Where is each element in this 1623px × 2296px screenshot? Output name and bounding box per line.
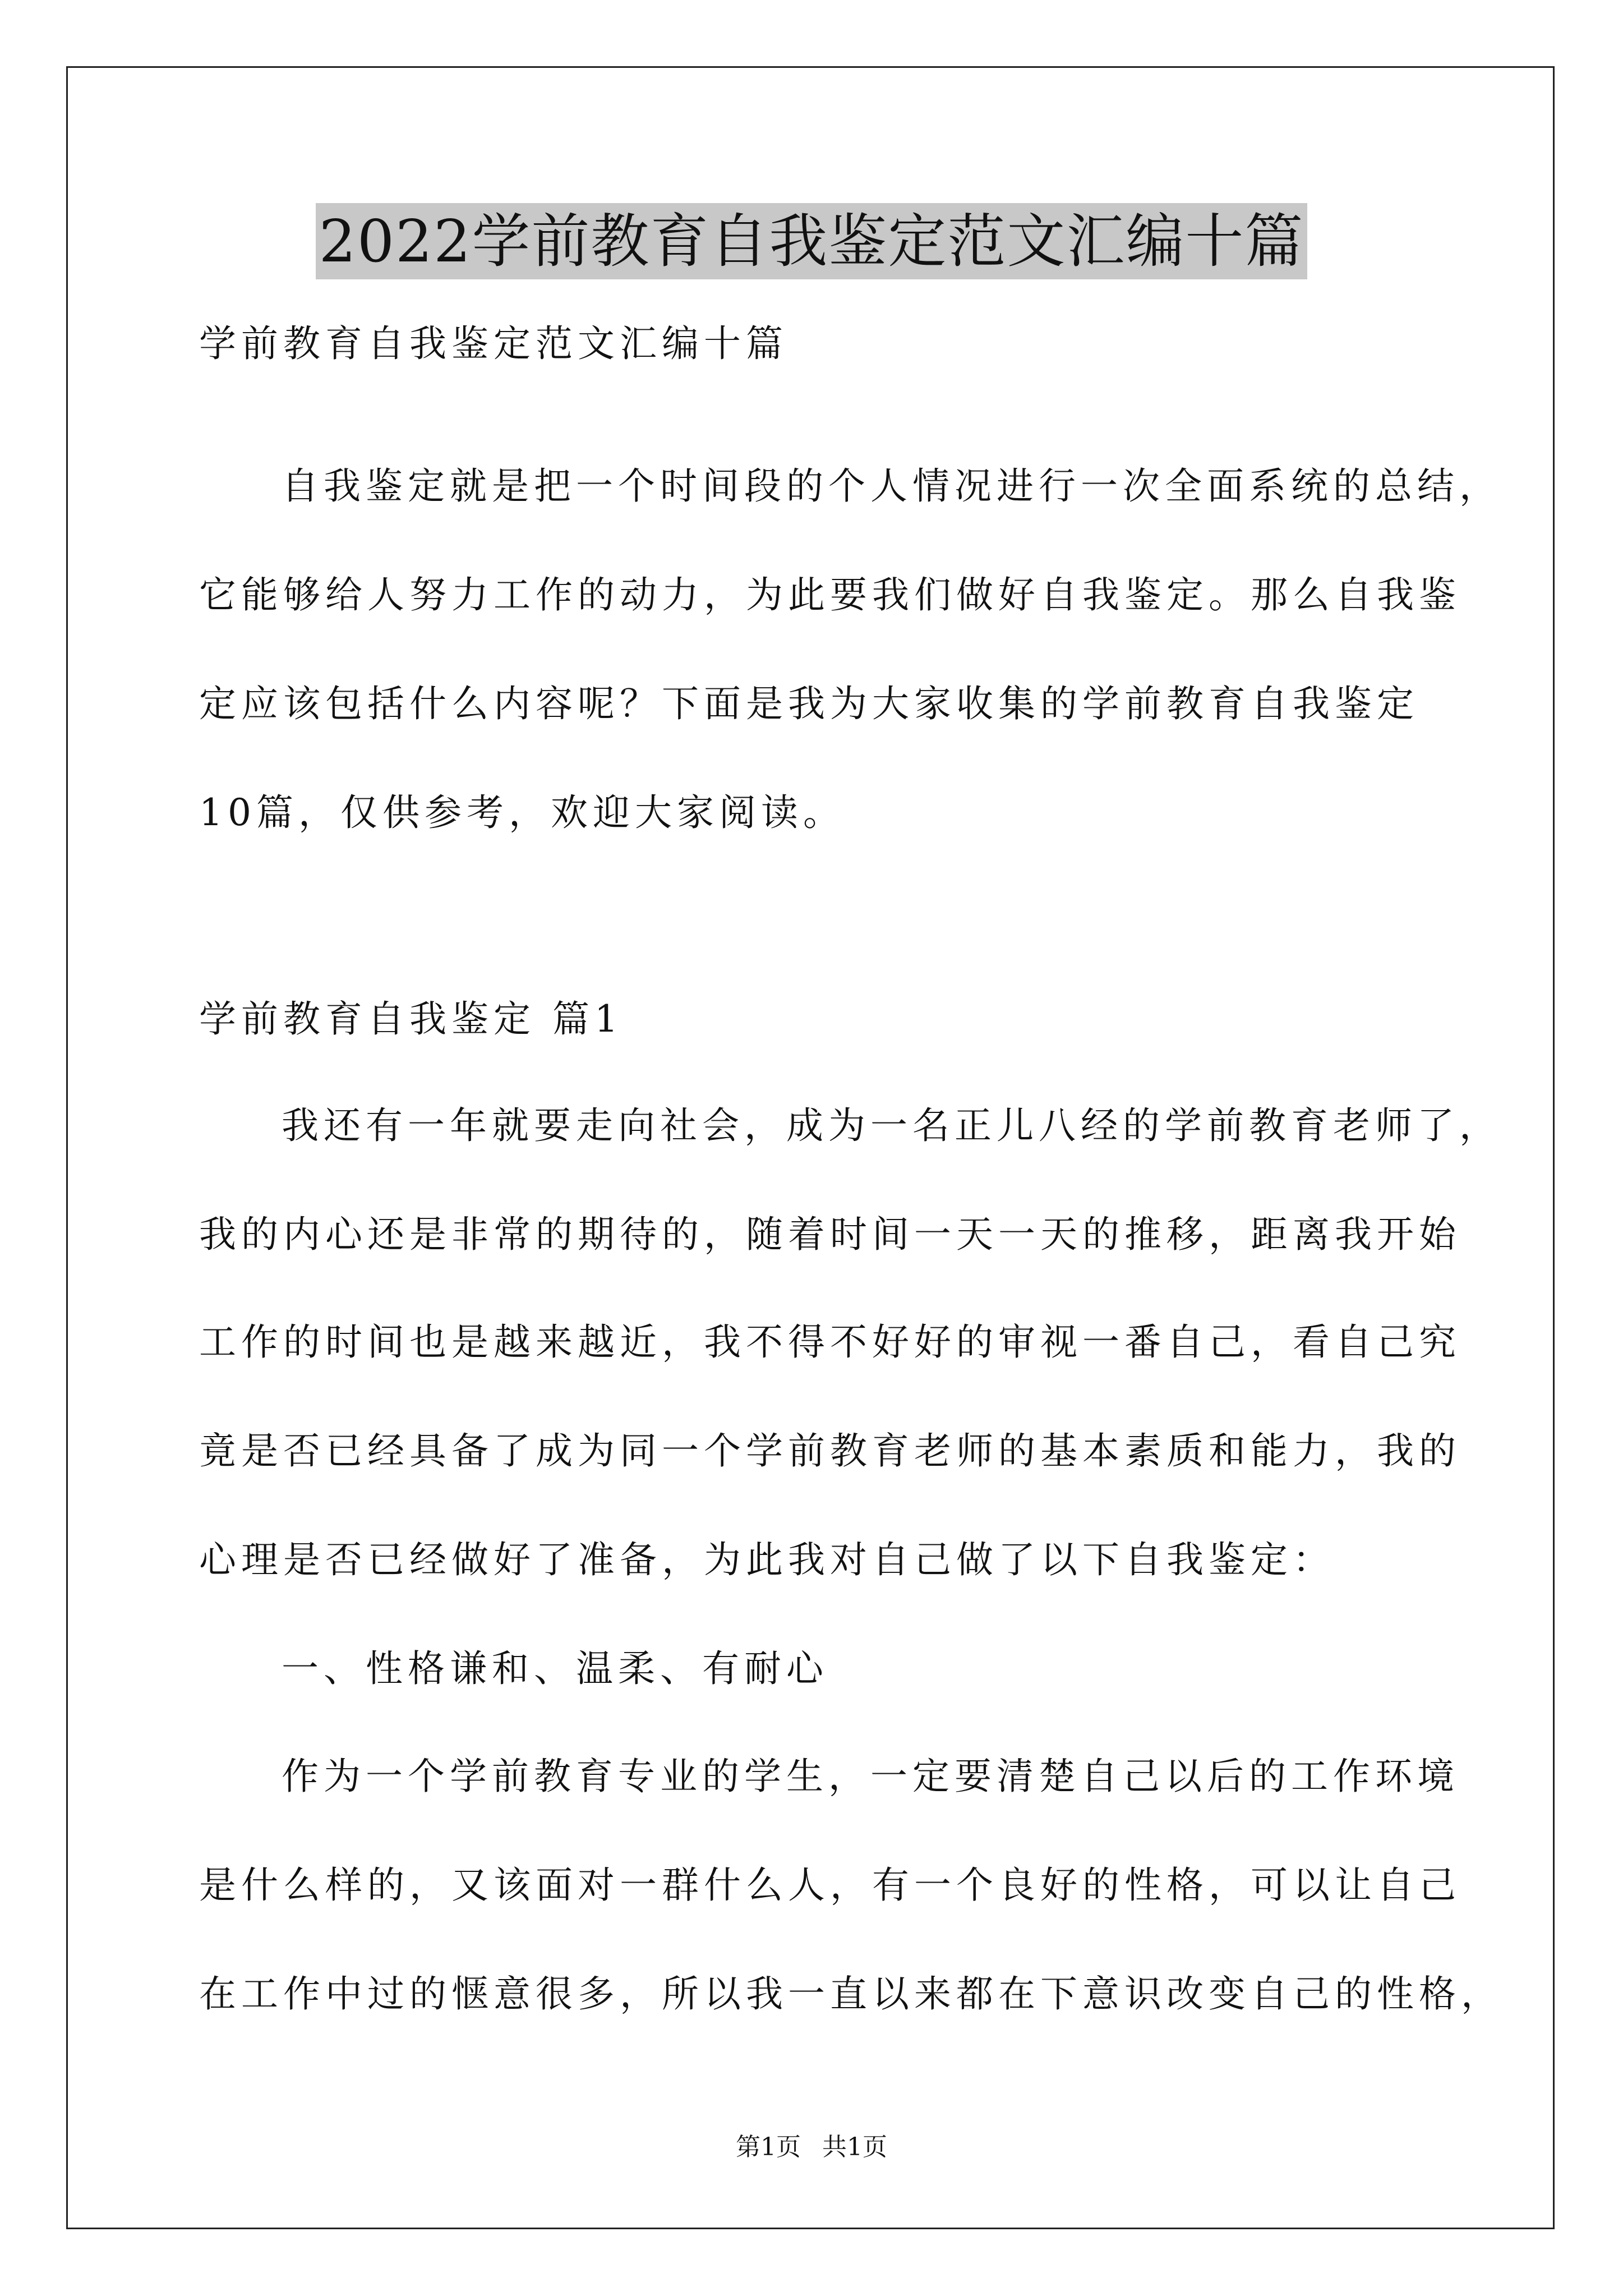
- page-footer: [0, 2131, 1623, 2164]
- section-heading: 学前教育自我鉴定 篇1: [199, 997, 623, 1041]
- paragraph-line: 是什么样的，又该面对一群什么人，有一个良好的性格，可以让自己: [199, 1864, 1461, 1907]
- paragraph-line: 它能够给人努力工作的动力，为此要我们做好自我鉴定。那么自我鉴: [199, 573, 1461, 616]
- paragraph-line: 我的内心还是非常的期待的，随着时间一天一天的推移，距离我开始: [199, 1213, 1461, 1256]
- page-total: 共1页: [822, 2133, 887, 2161]
- subtitle-line: 学前教育自我鉴定范文汇编十篇: [199, 322, 788, 365]
- paragraph-line: 心理是否已经做好了准备，为此我对自己做了以下自我鉴定：: [199, 1538, 1335, 1581]
- subsection-heading: 一、性格谦和、温柔、有耐心: [282, 1647, 828, 1690]
- paragraph-line: 工作的时间也是越来越近，我不得不好好的审视一番自己，看自己究: [199, 1320, 1461, 1364]
- paragraph-line: 在工作中过的惬意很多，所以我一直以来都在下意识改变自己的性格，: [199, 1972, 1503, 2016]
- page-number: 第1页: [736, 2133, 801, 2161]
- paragraph-line: 作为一个学前教育专业的学生，一定要清楚自己以后的工作环境: [282, 1755, 1459, 1798]
- paragraph-line: 自我鉴定就是把一个时间段的个人情况进行一次全面系统的总结，: [282, 464, 1501, 508]
- title-container: [0, 203, 1623, 279]
- paragraph-line: 定应该包括什么内容呢？下面是我为大家收集的学前教育自我鉴定: [199, 682, 1419, 725]
- paragraph-line: 10篇，仅供参考，欢迎大家阅读。: [199, 791, 845, 834]
- paragraph-line: 我还有一年就要走向社会，成为一名正儿八经的学前教育老师了，: [282, 1104, 1501, 1147]
- document-title: 2022学前教育自我鉴定范文汇编十篇: [316, 203, 1308, 279]
- paragraph-line: 竟是否已经具备了成为同一个学前教育老师的基本素质和能力，我的: [199, 1429, 1461, 1473]
